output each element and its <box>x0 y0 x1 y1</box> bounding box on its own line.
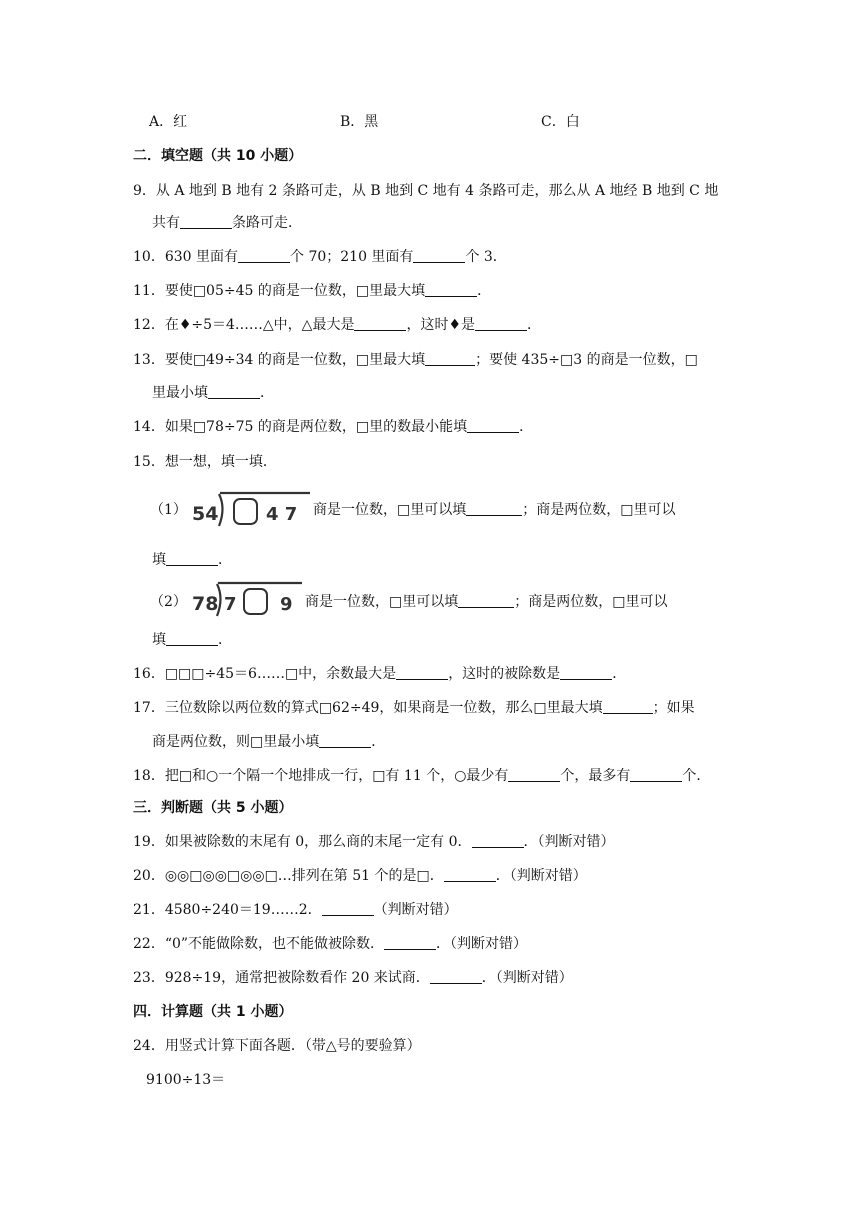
unknown-digit-box <box>234 499 257 524</box>
answer-blank[interactable] <box>322 901 374 916</box>
question-15-intro: 15．想一想，填一填． <box>133 454 277 470</box>
dividend-digits: 4 7 <box>266 504 298 525</box>
question-10: 10．630 里面有 个 70；210 里面有 个 3． <box>133 249 507 265</box>
answer-blank[interactable] <box>166 631 218 646</box>
section-heading-fill-blank: 二．填空题（共 10 小题） <box>133 148 303 164</box>
option-b: B．黑 <box>340 114 379 130</box>
answer-blank[interactable] <box>208 384 260 399</box>
divisor-54: 54 <box>192 503 219 525</box>
section-heading-calculation: 四．计算题（共 1 小题） <box>133 1004 293 1020</box>
answer-blank[interactable] <box>603 699 653 714</box>
question-24-intro: 24．用竖式计算下面各题．（带△号的要验算） <box>133 1038 421 1054</box>
question-22: 22．“0”不能做除数，也不能做被除数． ．（判断对错） <box>133 936 528 952</box>
question-23: 23．928÷19，通常把被除数看作 20 来试商． ．（判断对错） <box>133 970 573 986</box>
question-15-2-text: 商是一位数，□里可以填 ；商是两位数，□里可以 <box>305 594 668 610</box>
question-9-line-1: 9．从 A 地到 B 地有 2 条路可走，从 B 地到 C 地有 4 条路可走，那么从 A 地经 B 地到 C 地 <box>133 183 719 199</box>
answer-blank[interactable] <box>458 593 514 608</box>
answer-blank[interactable] <box>319 733 371 748</box>
answer-blank[interactable] <box>425 282 477 297</box>
section-heading-true-false: 三．判断题（共 5 小题） <box>133 800 293 816</box>
question-15-1-label: （1） <box>150 502 187 518</box>
answer-blank[interactable] <box>467 418 519 433</box>
answer-blank[interactable] <box>180 214 232 229</box>
answer-blank[interactable] <box>425 351 475 366</box>
long-division-diagram-2 <box>190 578 304 620</box>
answer-blank[interactable] <box>238 248 290 263</box>
question-17-line-2: 商是两位数，则□里最小填 ． <box>152 734 386 750</box>
question-15-1-text: 商是一位数，□里可以填 ；商是两位数，□里可以 <box>313 502 676 518</box>
question-20: 20．◎◎□◎◎□◎◎□…排列在第 51 个的是□． ．（判断对错） <box>133 868 587 884</box>
question-14: 14．如果□78÷75 的商是两位数，□里的数最小能填 ． <box>133 419 534 435</box>
question-18: 18．把□和○一个隔一个地排成一行，□有 11 个，○最少有 个，最多有 个． <box>133 768 711 784</box>
question-11: 11．要使□05÷45 的商是一位数，□里最大填 ． <box>133 283 492 299</box>
question-24-expression: 9100÷13＝ <box>146 1072 226 1088</box>
answer-blank[interactable] <box>444 867 496 882</box>
question-15-2-label: （2） <box>150 594 187 610</box>
option-c: C．白 <box>541 114 580 130</box>
question-17-line-1: 17．三位数除以两位数的算式□62÷49，如果商是一位数，那么□里最大填 ；如果 <box>133 700 695 716</box>
answer-blank[interactable] <box>396 665 448 680</box>
question-19: 19．如果被除数的末尾有 0，那么商的末尾一定有 0． ．（判断对错） <box>133 834 615 850</box>
answer-blank[interactable] <box>475 316 527 331</box>
answer-blank[interactable] <box>413 248 465 263</box>
answer-blank[interactable] <box>560 665 612 680</box>
answer-blank[interactable] <box>508 767 560 782</box>
option-a: A．红 <box>149 114 188 130</box>
divisor-78: 78 <box>192 593 219 615</box>
question-21: 21．4580÷240＝19……2． （判断对错） <box>133 902 458 918</box>
long-division-diagram-1 <box>190 488 312 530</box>
answer-blank[interactable] <box>384 935 436 950</box>
dividend-digit-1: 7 <box>224 594 237 615</box>
question-15-2-line-2: 填 ． <box>152 632 232 648</box>
answer-blank[interactable] <box>466 501 522 516</box>
question-13-line-1: 13．要使□49÷34 的商是一位数，□里最大填 ；要使 435÷□3 的商是一位数，□ <box>133 352 698 368</box>
unknown-digit-box <box>244 589 267 614</box>
answer-blank[interactable] <box>472 833 524 848</box>
question-16: 16．□□□÷45＝6……□中，余数最大是 ，这时的被除数是 ． <box>133 666 627 682</box>
answer-blank[interactable] <box>354 316 406 331</box>
question-9-line-2: 共有 条路可走． <box>152 215 302 231</box>
answer-blank[interactable] <box>166 551 218 566</box>
question-15-1-line-2: 填 ． <box>152 552 232 568</box>
answer-blank[interactable] <box>430 969 482 984</box>
question-13-line-2: 里最小填 ． <box>152 385 274 401</box>
dividend-digit-2: 9 <box>280 594 293 615</box>
question-12: 12．在♦÷5＝4……△中，△最大是 ，这时♦是 ． <box>133 317 542 333</box>
answer-blank[interactable] <box>630 767 682 782</box>
